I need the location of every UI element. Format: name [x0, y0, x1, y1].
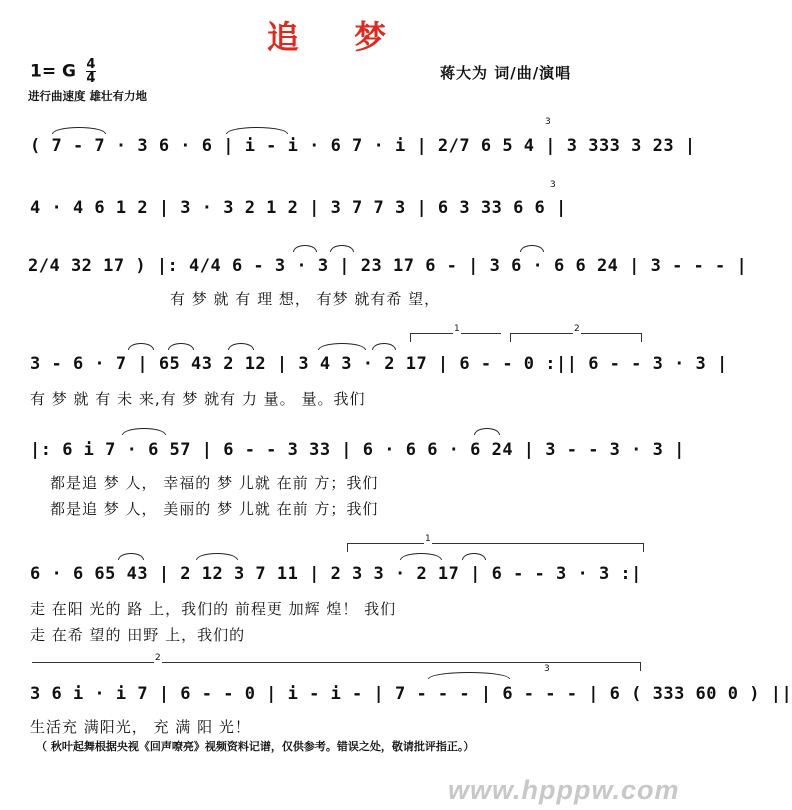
- score-line-2: 4 · 4 6 1 2 | 3 · 3 2 1 2 | 3 7 7 3 | 6 3 33 6 6 |: [30, 198, 567, 218]
- slur-mark: [118, 553, 144, 560]
- second-ending-label: 2: [574, 324, 580, 334]
- score-line-5: |: 6 i 7 · 6 57 | 6 - - 3 33 | 6 · 6 6 · 6 24 | 3 - - 3 · 3 |: [30, 440, 685, 460]
- slur-mark: [428, 672, 510, 679]
- slur-mark: [330, 245, 354, 252]
- first-ending-bracket: [410, 324, 501, 342]
- slur-mark: [122, 428, 166, 435]
- slur-mark: [228, 343, 254, 350]
- lyric-verse-2: 都是追 梦 人， 美丽的 梦 儿就 在前 方；我们: [50, 500, 379, 518]
- slur-mark: [128, 343, 154, 350]
- slur-mark: [168, 343, 194, 350]
- score-line-7: 3 6 i · i 7 | 6 - - 0 | i - i - | 7 - - - | 6 - - - | 6 ( 333 60 0 ) ||: [30, 684, 792, 704]
- footnote: （ 秋叶起舞根据央视《回声嘹亮》视频资料记谱，仅供参考。错误之处，敬请批评指正。）: [36, 740, 475, 753]
- key-signature: [30, 58, 96, 85]
- triplet-mark: 3: [545, 117, 551, 127]
- second-ending-bracket: [510, 324, 642, 342]
- slur-mark: [400, 553, 442, 560]
- lyric-line: 有 梦 就 有 理 想， 有梦 就有希 望，: [170, 290, 441, 308]
- watermark: www.hpppw.com: [448, 775, 680, 805]
- score-line-1: ( 7 - 7 · 3 6 · 6 | i - i · 6 7 · i | 2/7 6 5 4 | 3 333 3 23 |: [30, 136, 696, 156]
- lyric-verse-1: 走 在阳 光的 路 上，我们的 前程更 加辉 煌！ 我们: [30, 600, 397, 618]
- song-title: 追 梦: [266, 18, 409, 56]
- slur-mark: [520, 245, 544, 252]
- first-ending-label: 1: [454, 324, 460, 334]
- credits: 蒋大为 词/曲/演唱: [440, 64, 572, 82]
- slur-mark: [462, 553, 486, 560]
- first-ending-bracket: [347, 534, 644, 552]
- second-ending-label: 2: [155, 653, 161, 663]
- slur-mark: [318, 343, 366, 350]
- slur-mark: [52, 127, 106, 134]
- lyric-line: 有 梦 就 有 未 来,有 梦 就有 力 量。 量。我们: [30, 390, 366, 408]
- first-ending-label: 1: [425, 534, 431, 544]
- triplet-mark: 3: [544, 664, 550, 674]
- lyric-line: 生活充 满阳光， 充 满 阳 光！: [30, 718, 251, 736]
- key-label: 1= G: [30, 61, 76, 82]
- slur-mark: [226, 127, 288, 134]
- time-signature-top: 4: [86, 57, 96, 72]
- score-line-4: 3 - 6 · 7 | 65 43 2 12 | 3 4 3 · 2 17 | 6 - - 0 :|| 6 - - 3 · 3 |: [30, 354, 728, 374]
- slur-mark: [474, 428, 500, 435]
- slur-mark: [196, 553, 238, 560]
- lyric-verse-2: 走 在希 望的 田野 上，我们的: [30, 626, 246, 644]
- lyric-verse-1: 都是追 梦 人， 幸福的 梦 儿就 在前 方；我们: [50, 474, 379, 492]
- time-signature: [86, 58, 96, 85]
- slur-mark: [293, 245, 317, 252]
- score-line-6: 6 · 6 65 43 | 2 12 3 7 11 | 2 3 3 · 2 17 | 6 - - 3 · 3 :|: [30, 564, 642, 584]
- slur-mark: [372, 343, 396, 350]
- score-line-3: 2/4 32 17 ) |: 4/4 6 - 3 · 3 | 23 17 6 - | 3 6 · 6 6 24 | 3 - - - |: [28, 256, 748, 276]
- triplet-mark: 3: [550, 180, 556, 190]
- time-signature-bottom: 4: [86, 71, 96, 86]
- tempo-marking: 进行曲速度 雄壮有力地: [28, 89, 148, 103]
